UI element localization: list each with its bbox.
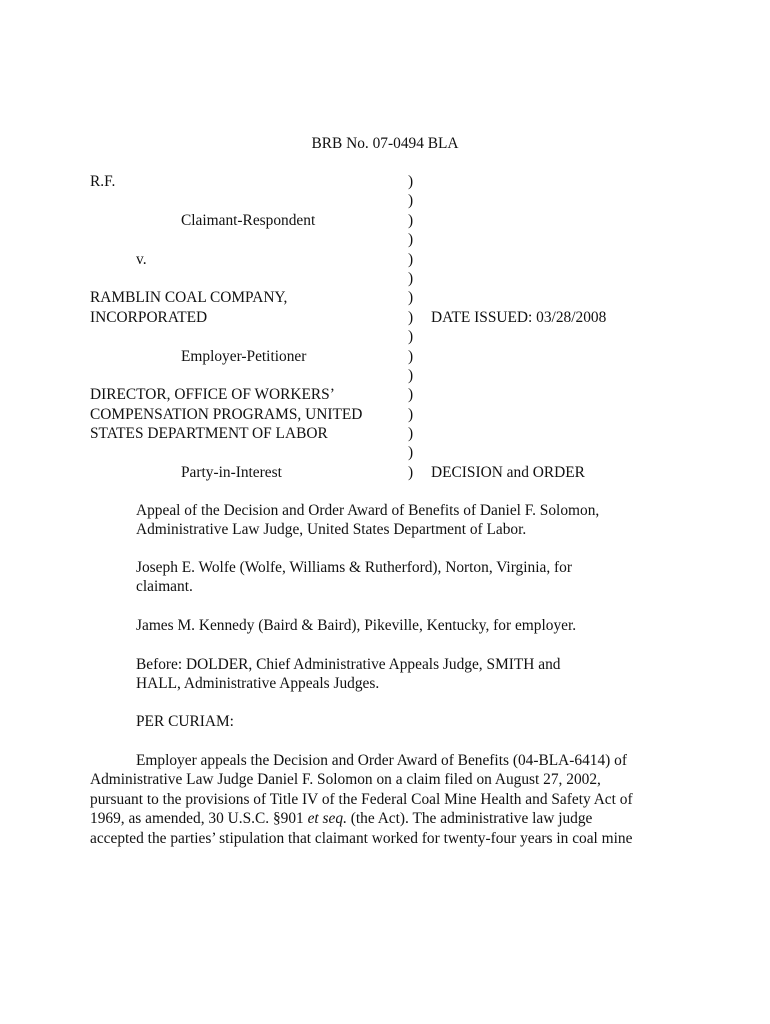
claimant-counsel-paragraph: [136, 558, 634, 597]
director-line3: STATES DEPARTMENT OF LABOR: [90, 425, 328, 443]
caption-paren: ): [408, 347, 414, 365]
caption-paren: ): [408, 173, 414, 190]
employer-name-line2: INCORPORATED: [90, 308, 208, 326]
caption-paren: ): [408, 328, 414, 346]
opinion-line4-italic: et seq.: [307, 810, 347, 828]
caption-paren: ): [408, 192, 414, 210]
director-line1: DIRECTOR, OFFICE OF WORKERS’: [90, 386, 335, 404]
caption-paren: ): [408, 366, 414, 384]
appeal-line1: Appeal of the Decision and Order Award of Benefits of Daniel F. Solomon,: [136, 502, 600, 519]
opinion-line4-start: 1969, as amended, 30 U.S.C. §901: [90, 810, 308, 828]
caption-paren: ): [408, 231, 414, 249]
appeal-line2: Administrative Law Judge, United States Department of Labor.: [136, 521, 527, 539]
opinion-line5: accepted the parties’ stipulation that claimant worked for twenty-four years in coal mine: [90, 829, 633, 847]
appeal-paragraph: [136, 501, 634, 540]
caption-paren: ): [408, 269, 414, 287]
director-line2: COMPENSATION PROGRAMS, UNITED: [90, 405, 363, 423]
caption-parenthesis-column: [408, 172, 413, 482]
caption-paren: ): [408, 211, 414, 229]
employer-name-line1: RAMBLIN COAL COMPANY,: [90, 289, 288, 307]
caption-paren: ): [408, 463, 414, 481]
employer-counsel-line1: James M. Kennedy (Baird & Baird), Pikeville, Kentucky, for employer.: [136, 617, 577, 634]
date-issued: DATE ISSUED: 03/28/2008: [431, 308, 607, 326]
caption-paren: ): [408, 444, 414, 462]
caption-paren: ): [408, 289, 414, 307]
decision-and-order-label: DECISION and ORDER: [431, 464, 585, 481]
panel-line2: HALL, Administrative Appeals Judges.: [136, 675, 380, 693]
opinion-line1: Employer appeals the Decision and Order Award of Benefits (04-BLA-6414) of: [136, 752, 627, 769]
per-curiam-heading: PER CURIAM:: [136, 713, 234, 730]
opinion-line4: [90, 809, 634, 828]
versus: v.: [136, 250, 147, 268]
claimant-counsel-line1: Joseph E. Wolfe (Wolfe, Williams & Rutherford), Norton, Virginia, for: [136, 559, 572, 576]
case-number: BRB No. 07-0494 BLA: [311, 135, 459, 152]
panel-line1: Before: DOLDER, Chief Administrative Appeals Judge, SMITH and: [136, 656, 561, 673]
director-role: Party-in-Interest: [181, 464, 282, 481]
opinion-line2: Administrative Law Judge Daniel F. Solomon on a claim filed on August 27, 2002,: [90, 771, 601, 789]
claimant-name: R.F.: [90, 173, 116, 190]
caption-paren: ): [408, 386, 414, 404]
panel-paragraph: [136, 655, 634, 694]
caption-paren: ): [408, 425, 414, 443]
claimant-counsel-line2: claimant.: [136, 578, 193, 596]
caption-paren: ): [408, 250, 414, 268]
opinion-paragraph: [90, 751, 634, 848]
opinion-line4-end: (the Act). The administrative law judge: [346, 810, 593, 828]
employer-role: Employer-Petitioner: [181, 347, 307, 365]
opinion-line3: pursuant to the provisions of Title IV of the Federal Coal Mine Health and Safety Act of: [90, 790, 633, 808]
caption-paren: ): [408, 405, 414, 423]
claimant-role: Claimant-Respondent: [181, 211, 316, 229]
caption-paren: ): [408, 308, 414, 326]
employer-counsel-paragraph: [136, 616, 634, 635]
